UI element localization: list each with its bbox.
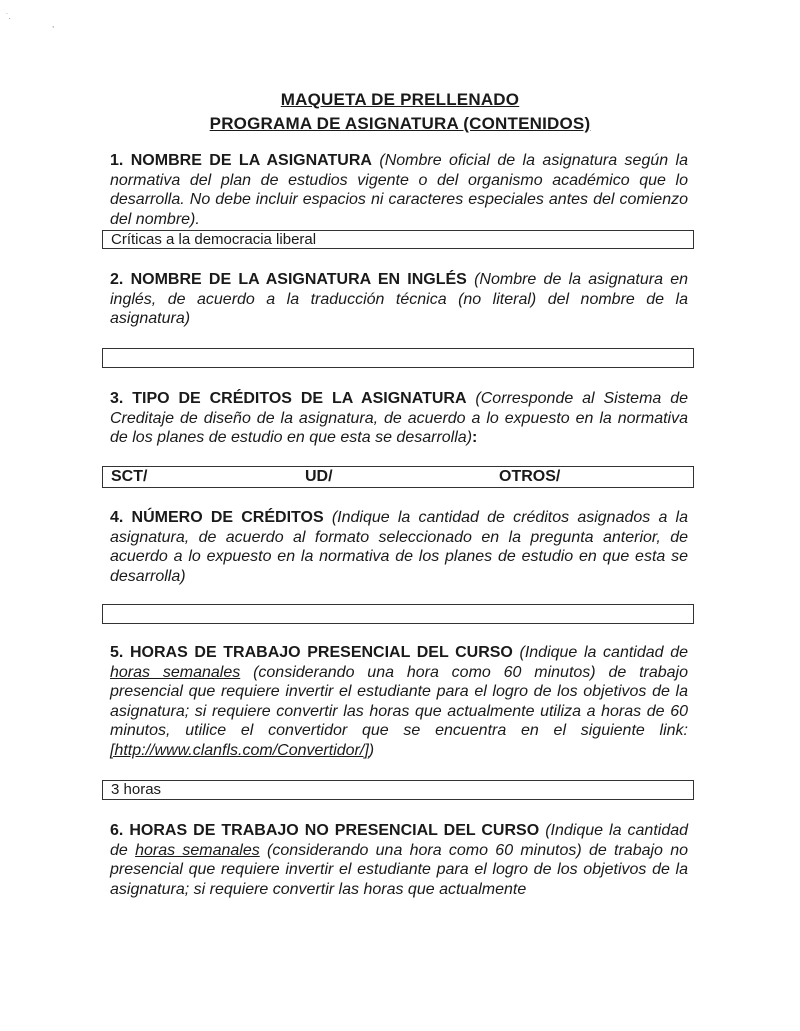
description-part: (considerando una hora como 60 minutos) de trabajo no presencial que requiere invertir el estudiante para el logro de los objetivos de la asignatura; si requiere convertir las horas que actualmente xyxy=(110,841,689,898)
credit-option-sct[interactable]: SCT/ xyxy=(111,468,148,485)
section-4-question xyxy=(110,508,688,586)
credit-option-ud[interactable]: UD/ xyxy=(305,468,333,485)
section-2-question xyxy=(110,270,688,329)
weekly-hours-emphasis: horas semanales xyxy=(135,841,260,859)
section-1-question xyxy=(110,151,688,229)
scan-speck: ˙. xyxy=(6,12,11,21)
section-description: (Nombre de la asignatura en inglés, de acuerdo a la traducción técnica (no literal) del nombre de la asignatura) xyxy=(110,271,688,327)
section-description: (Nombre oficial de la asignatura según la normativa del plan de estudios vigente o del organismo académico que lo desarrolla. No debe incluir espacios ni caracteres especiales antes del comienzo del nombre). xyxy=(110,152,689,228)
description-part: (Indique la cantidad de xyxy=(519,644,688,661)
course-name-field[interactable] xyxy=(102,230,694,249)
document-title-line2: PROGRAMA DE ASIGNATURA (CONTENIDOS) xyxy=(209,114,591,133)
scan-speck: , xyxy=(52,20,55,29)
course-name-english-field[interactable] xyxy=(102,348,694,368)
section-heading: 1. NOMBRE DE LA ASIGNATURA xyxy=(110,152,372,169)
section-description: (Corresponde al Sistema de Creditaje de diseño de la asignatura, de acuerdo a lo expuesto en la normativa de los planes de estudio en que esta se desarrolla) xyxy=(110,390,688,446)
section-5-question xyxy=(110,643,688,760)
credit-option-otros[interactable]: OTROS/ xyxy=(499,468,561,485)
section-heading: 6. HORAS DE TRABAJO NO PRESENCIAL DEL CURSO xyxy=(110,822,540,839)
credit-type-options xyxy=(102,466,694,488)
weekly-hours-emphasis: horas semanales xyxy=(110,663,241,681)
section-heading: 3. TIPO DE CRÉDITOS DE LA ASIGNATURA xyxy=(110,390,467,407)
description-part: ) xyxy=(368,741,375,759)
document-title-line1: MAQUETA DE PRELLENADO xyxy=(280,90,520,109)
credit-number-field[interactable] xyxy=(102,604,694,624)
description-part: (considerando una hora como 60 minutos) de trabajo presencial que requiere invertir el estudiante para el logro de los objetivos de la asignatura; si requiere convertir las horas que actualmente utiliza a horas de 60 minutos, utilice el convertidor que se encuentra en el siguiente link: xyxy=(110,663,689,739)
section-description: (Indique la cantidad de créditos asignados a la asignatura, de acuerdo al formato seleccionado en la pregunta anterior, de acuerdo a lo expuesto en la normativa de los planes de estudio en que esta se desarrolla) xyxy=(110,509,688,585)
converter-link[interactable]: [http://www.clanfls.com/Convertidor/] xyxy=(110,741,369,759)
presential-hours-value: 3 horas xyxy=(111,781,162,798)
section-description-colon: : xyxy=(472,429,478,446)
section-6-question xyxy=(110,821,688,899)
presential-hours-field[interactable] xyxy=(102,780,694,800)
section-heading: 4. NÚMERO DE CRÉDITOS xyxy=(110,509,324,526)
section-description xyxy=(110,644,688,759)
section-heading: 2. NOMBRE DE LA ASIGNATURA EN INGLÉS xyxy=(110,271,467,288)
description-part: (Indique la cantidad de xyxy=(110,822,689,859)
course-name-value: Críticas a la democracia liberal xyxy=(111,231,317,248)
section-heading: 5. HORAS DE TRABAJO PRESENCIAL DEL CURSO xyxy=(110,644,513,661)
section-3-question xyxy=(110,389,688,448)
